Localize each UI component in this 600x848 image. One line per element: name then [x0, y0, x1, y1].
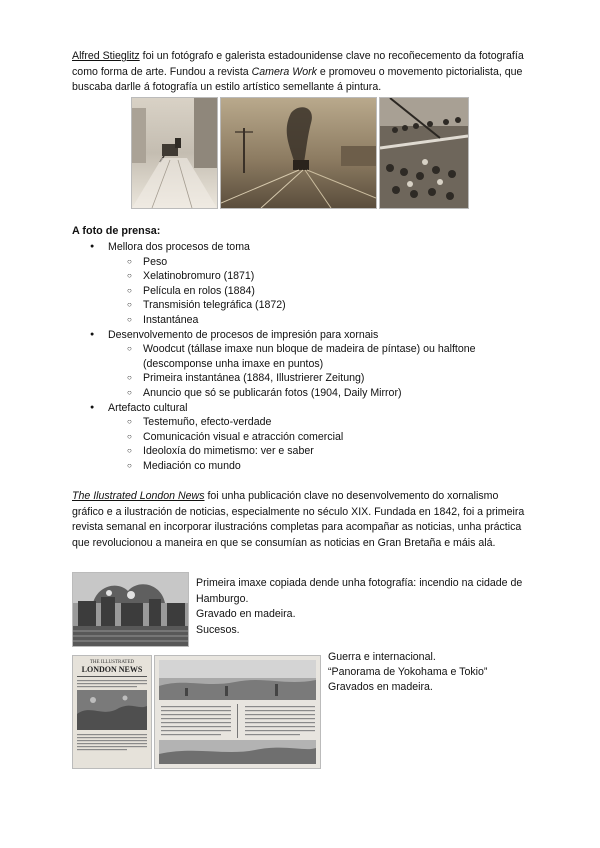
sub-bullet-item: ○ Testemuño, efecto-verdade — [72, 415, 503, 430]
sub-bullet-item: ○ Ideoloxía do mimetismo: ver e saber — [72, 444, 503, 459]
illustrated-london-news-link[interactable]: The Ilustrated London News — [72, 490, 205, 502]
winter-fifth-avenue-photo — [131, 97, 218, 209]
masthead-main: LONDON NEWS — [81, 665, 143, 674]
masthead-top: THE ILLUSTRATED — [89, 660, 135, 665]
sub-bullet-item: ○ Xelatinobromuro (1871) — [72, 269, 503, 284]
bullet-item: ● Artefacto cultural — [72, 401, 503, 416]
sub-bullet-item: ○ Woodcut (tállase imaxe nun bloque de madeira de píntase) ou halftone (descomponse unha imaxe en puntos) — [72, 342, 503, 371]
hamburg-fire-engraving — [72, 572, 189, 647]
sub-bullet-item: ○ Mediación co mundo — [72, 459, 503, 474]
sub-bullet-item: ○ Transmisión telegráfica (1872) — [72, 298, 503, 313]
hand-of-man-photo — [220, 97, 377, 209]
hamburg-caption: Primeira imaxe copiada dende unha fotografía: incendio na cidade de Hamburgo. Gravado en madeira. Sucesos. — [196, 577, 523, 636]
camera-work-title: Camera Work — [251, 65, 317, 78]
intro-paragraph: Alfred Stieglitz foi un fotógrafo e galerista estadounidense clave no recoñecemento da fotografía como forma de arte. Fundou a revista Camera Work e promoveu o movemento pictorialista, que buscaba darlle á fotografía un estilo artístico semellante á pintura. — [72, 50, 524, 93]
sub-bullet-item: ○ Instantánea — [72, 313, 503, 328]
sub-bullet-item: ○ Anuncio que só se publicarán fotos (1904, Daily Mirror) — [72, 386, 503, 401]
iln-front-page — [72, 655, 152, 769]
yokohama-caption: Guerra e internacional. “Panorama de Yokohama e Tokio” Gravados en madeira. — [328, 651, 488, 693]
section-title: A foto de prensa: — [72, 225, 161, 237]
yokohama-panorama-engraving — [154, 655, 321, 769]
news-paragraph: The Ilustrated London News foi unha publicación clave no desenvolvemento do xornalismo gráfico e a ilustración de noticias, especialmente no século XIX. Fundada en 1842, foi a primeira revista semanal en incorporar ilustracións completas para acompañar as noticias, unha práctica que revolucionou a maneira en que se consumían as noticias en Gran Bretaña e máis alá. — [72, 490, 525, 549]
bullet-item: ● Desenvolvemento de procesos de impresión para xornais — [72, 328, 503, 343]
stieglitz-link[interactable]: Alfred Stieglitz — [72, 50, 140, 62]
sub-bullet-item: ○ Peso — [72, 255, 503, 270]
steerage-photo — [379, 97, 469, 209]
sub-bullet-item: ○ Película en rolos (1884) — [72, 284, 503, 299]
sub-bullet-item: ○ Comunicación visual e atracción comercial — [72, 430, 503, 445]
bullet-outline — [72, 240, 503, 474]
bullet-item: ● Mellora dos procesos de toma — [72, 240, 503, 255]
sub-bullet-item: ○ Primeira instantánea (1884, Illustrierer Zeitung) — [72, 371, 503, 386]
